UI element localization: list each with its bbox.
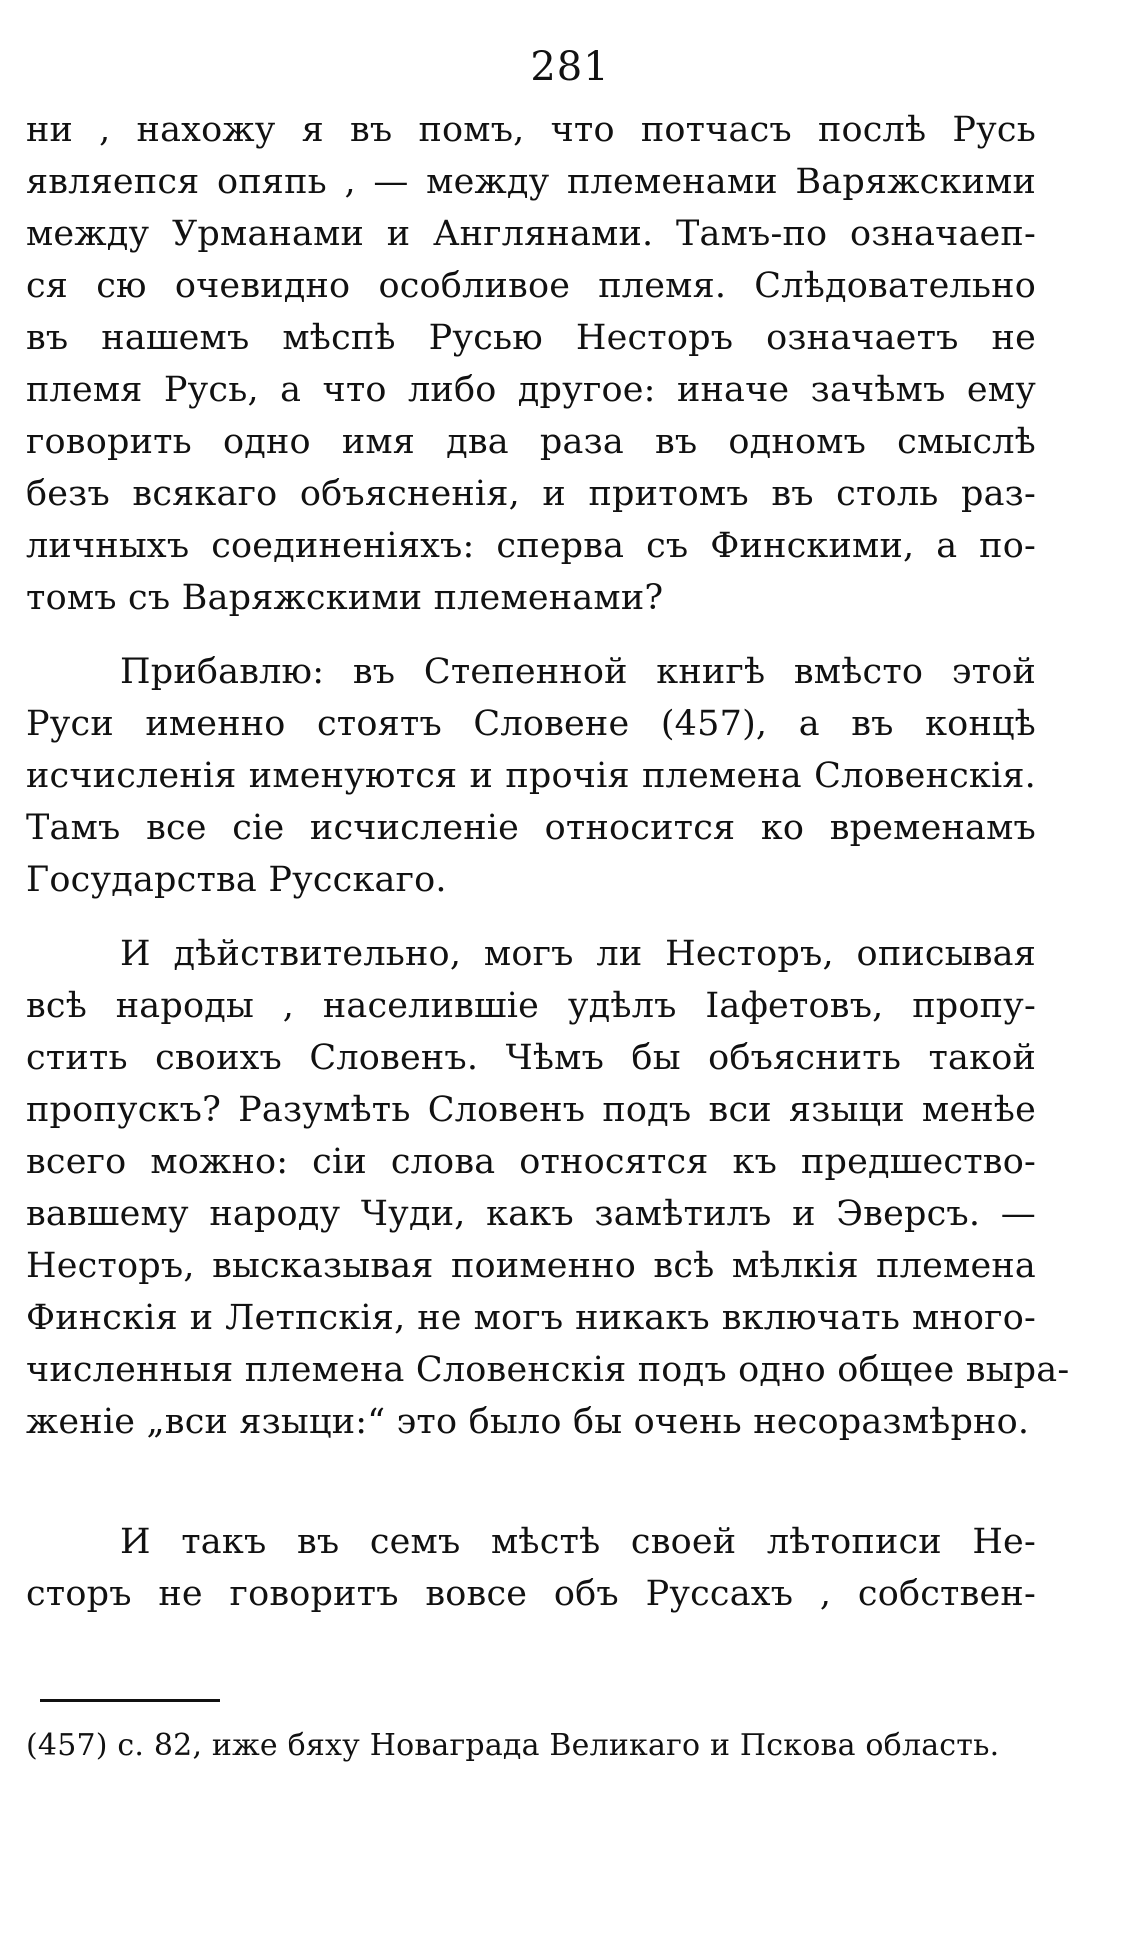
- text-line: между Урманами и Англянами. Тамъ-по означаеп-: [26, 214, 1036, 254]
- text-line: Несторъ, высказывая поименно всѣ мѣлкія племена: [26, 1246, 1036, 1286]
- text-line: сторъ не говоритъ вовсе объ Руссахъ , собствен-: [26, 1574, 1036, 1614]
- text-line: исчисленія именуются и прочія племена Словенскія.: [26, 756, 1036, 796]
- text-line: Прибавлю: въ Степенной книгѣ вмѣсто этой: [120, 652, 1036, 692]
- text-line: вавшему народу Чуди, какъ замѣтилъ и Эверсъ. —: [26, 1194, 1036, 1234]
- text-line: Руси именно стоятъ Словене (457), а въ концѣ: [26, 704, 1036, 744]
- footnote: (457) с. 82, иже бяху Новаграда Великаго и Пскова область.: [26, 1728, 1000, 1763]
- text-line: являепся опяпь , — между племенами Варяжскими: [26, 162, 1036, 202]
- text-line: И такъ въ семъ мѣстѣ своей лѣтописи Не-: [120, 1522, 1036, 1562]
- text-line: ни , нахожу я въ помъ, что потчасъ послѣ Русь: [26, 110, 1036, 150]
- text-line: всего можно: сіи слова относятся къ предшество-: [26, 1142, 1036, 1182]
- text-line: Государства Русскаго.: [26, 860, 447, 900]
- text-line: всѣ народы , населившіе удѣлъ Іафетовъ, пропу-: [26, 986, 1036, 1026]
- text-line: Тамъ все сіе исчисленіе относится ко временамъ: [26, 808, 1036, 848]
- text-line: ся сю очевидно особливое племя. Слѣдовательно: [26, 266, 1036, 306]
- footnote-rule: [40, 1699, 220, 1702]
- text-line: личныхъ соединеніяхъ: сперва съ Финскими, а по-: [26, 526, 1036, 566]
- text-line: женіе „вси языци:“ это было бы очень несоразмѣрно.: [26, 1402, 1030, 1442]
- text-line: племя Русь, а что либо другое: иначе зачѣмъ ему: [26, 370, 1036, 410]
- text-line: говорить одно имя два раза въ одномъ смыслѣ: [26, 422, 1036, 462]
- text-line: Финскія и Летпскія, не могъ никакъ включать много-: [26, 1298, 1036, 1338]
- text-line: пропускъ? Разумѣть Словенъ подъ вси языци менѣе: [26, 1090, 1036, 1130]
- text-line: И дѣйствительно, могъ ли Несторъ, описывая: [120, 934, 1036, 974]
- text-line: численныя племена Словенскія подъ одно общее выра-: [26, 1350, 1070, 1390]
- text-line: въ нашемъ мѣспѣ Русью Несторъ означаетъ не: [26, 318, 1036, 358]
- text-line: стить своихъ Словенъ. Чѣмъ бы объяснить такой: [26, 1038, 1036, 1078]
- text-line: безъ всякаго объясненія, и притомъ въ столь раз-: [26, 474, 1036, 514]
- text-line: томъ съ Варяжскими племенами?: [26, 578, 664, 618]
- page-number: 281: [530, 44, 610, 90]
